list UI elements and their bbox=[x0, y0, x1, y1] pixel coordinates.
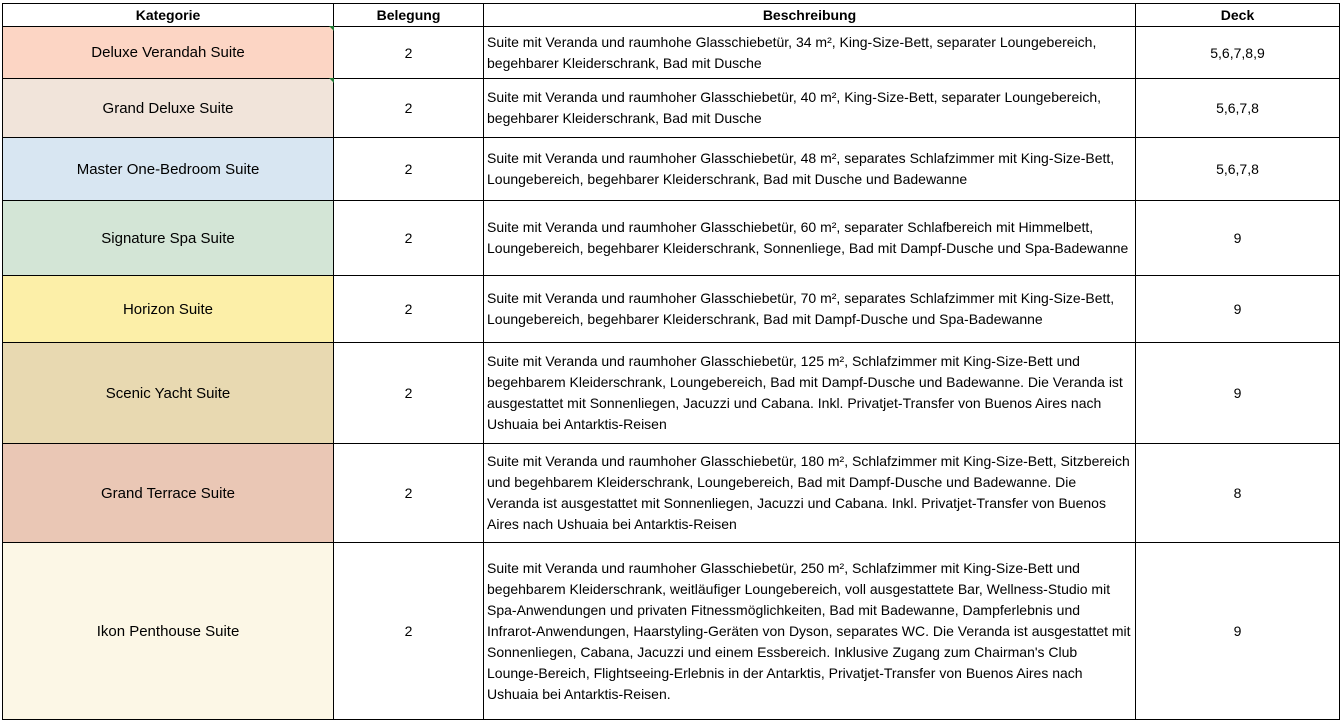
table-row bbox=[3, 138, 1340, 201]
belegung-cell[interactable]: 2 bbox=[334, 79, 484, 138]
header-deck[interactable]: Deck bbox=[1136, 4, 1340, 27]
belegung-cell[interactable]: 2 bbox=[334, 343, 484, 444]
kategorie-cell[interactable]: Grand Terrace Suite bbox=[3, 444, 334, 543]
belegung-cell[interactable]: 2 bbox=[334, 138, 484, 201]
deck-cell[interactable]: 5,6,7,8 bbox=[1136, 79, 1340, 138]
kategorie-cell[interactable]: Grand Deluxe Suite bbox=[3, 79, 334, 138]
kategorie-cell[interactable]: Scenic Yacht Suite bbox=[3, 343, 334, 444]
deck-cell[interactable]: 9 bbox=[1136, 276, 1340, 343]
kategorie-cell[interactable]: Master One-Bedroom Suite bbox=[3, 138, 334, 201]
beschreibung-cell[interactable]: Suite mit Veranda und raumhoher Glasschiebetür, 40 m², King-Size-Bett, separater Loungebereich, begehbarer Kleiderschrank, Bad mit Dusche bbox=[484, 79, 1136, 138]
deck-cell[interactable]: 9 bbox=[1136, 543, 1340, 720]
header-kategorie[interactable]: Kategorie bbox=[3, 4, 334, 27]
suite-table bbox=[2, 3, 1340, 720]
deck-cell[interactable]: 5,6,7,8,9 bbox=[1136, 27, 1340, 79]
beschreibung-cell[interactable]: Suite mit Veranda und raumhoher Glasschiebetür, 125 m², Schlafzimmer mit King-Size-Bett und begehbarem Kleiderschrank, Loungebereich, Bad mit Dampf-Dusche und Badewanne. Die Veranda ist ausgestattet mit Sonnenliegen, Jacuzzi und Cabana. Inkl. Privatjet-Transfer von Buenos Aires nach Ushuaia bei Antarktis-Reisen bbox=[484, 343, 1136, 444]
deck-cell[interactable]: 9 bbox=[1136, 343, 1340, 444]
belegung-cell[interactable]: 2 bbox=[334, 201, 484, 276]
header-row bbox=[3, 4, 1340, 27]
table-row bbox=[3, 27, 1340, 79]
belegung-cell[interactable]: 2 bbox=[334, 444, 484, 543]
kategorie-cell[interactable]: Ikon Penthouse Suite bbox=[3, 543, 334, 720]
table-row bbox=[3, 444, 1340, 543]
beschreibung-cell[interactable]: Suite mit Veranda und raumhoher Glasschiebetür, 250 m², Schlafzimmer mit King-Size-Bett und begehbarem Kleiderschrank, weitläufiger Loungebereich, voll ausgestattete Bar, Wellness-Studio mit Spa-Anwendungen und privaten Fitnessmöglichkeiten, Bad mit Badewanne, Dampferlebnis und Infrarot-Anwendungen, Haarstyling-Geräten von Dyson, separates WC. Die Veranda ist ausgestattet mit Sonnenliegen, Cabana, Jacuzzi und einem Essbereich. Inklusive Zugang zum Chairman's Club Lounge-Bereich, Flightseeing-Erlebnis in der Antarktis, Privatjet-Transfer von Buenos Aires nach Ushuaia bei Antarktis-Reisen. bbox=[484, 543, 1136, 720]
deck-cell[interactable]: 8 bbox=[1136, 444, 1340, 543]
table-row bbox=[3, 79, 1340, 138]
table-row bbox=[3, 343, 1340, 444]
kategorie-cell[interactable]: Signature Spa Suite bbox=[3, 201, 334, 276]
beschreibung-cell[interactable]: Suite mit Veranda und raumhoher Glasschiebetür, 180 m², Schlafzimmer mit King-Size-Bett, Sitzbereich und begehbarem Kleiderschrank, Loungebereich, Bad mit Dampf-Dusche und Badewanne. Die Veranda ist ausgestattet mit Sonnenliegen, Jacuzzi und Cabana. Inkl. Privatjet-Transfer von Buenos Aires nach Ushuaia bei Antarktis-Reisen bbox=[484, 444, 1136, 543]
beschreibung-cell[interactable]: Suite mit Veranda und raumhoher Glasschiebetür, 48 m², separates Schlafzimmer mit King-Size-Bett, Loungebereich, begehbarer Kleiderschrank, Bad mit Dusche und Badewanne bbox=[484, 138, 1136, 201]
deck-cell[interactable]: 5,6,7,8 bbox=[1136, 138, 1340, 201]
beschreibung-cell[interactable]: Suite mit Veranda und raumhoher Glasschiebetür, 70 m², separates Schlafzimmer mit King-Size-Bett, Loungebereich, begehbarer Kleiderschrank, Bad mit Dampf-Dusche und Spa-Badewanne bbox=[484, 276, 1136, 343]
kategorie-cell[interactable]: Horizon Suite bbox=[3, 276, 334, 343]
beschreibung-cell[interactable]: Suite mit Veranda und raumhoher Glasschiebetür, 60 m², separater Schlafbereich mit Himmelbett, Loungebereich, begehbarer Kleiderschrank, Sonnenliege, Bad mit Dampf-Dusche und Spa-Badewanne bbox=[484, 201, 1136, 276]
belegung-cell[interactable]: 2 bbox=[334, 27, 484, 79]
header-beschreibung[interactable]: Beschreibung bbox=[484, 4, 1136, 27]
belegung-cell[interactable]: 2 bbox=[334, 276, 484, 343]
header-belegung[interactable]: Belegung bbox=[334, 4, 484, 27]
table-row bbox=[3, 543, 1340, 720]
table-row bbox=[3, 276, 1340, 343]
belegung-cell[interactable]: 2 bbox=[334, 543, 484, 720]
deck-cell[interactable]: 9 bbox=[1136, 201, 1340, 276]
beschreibung-cell[interactable]: Suite mit Veranda und raumhohe Glasschiebetür, 34 m², King-Size-Bett, separater Loungebereich, begehbarer Kleiderschrank, Bad mit Dusche bbox=[484, 27, 1136, 79]
kategorie-cell[interactable]: Deluxe Verandah Suite bbox=[3, 27, 334, 79]
table-row bbox=[3, 201, 1340, 276]
